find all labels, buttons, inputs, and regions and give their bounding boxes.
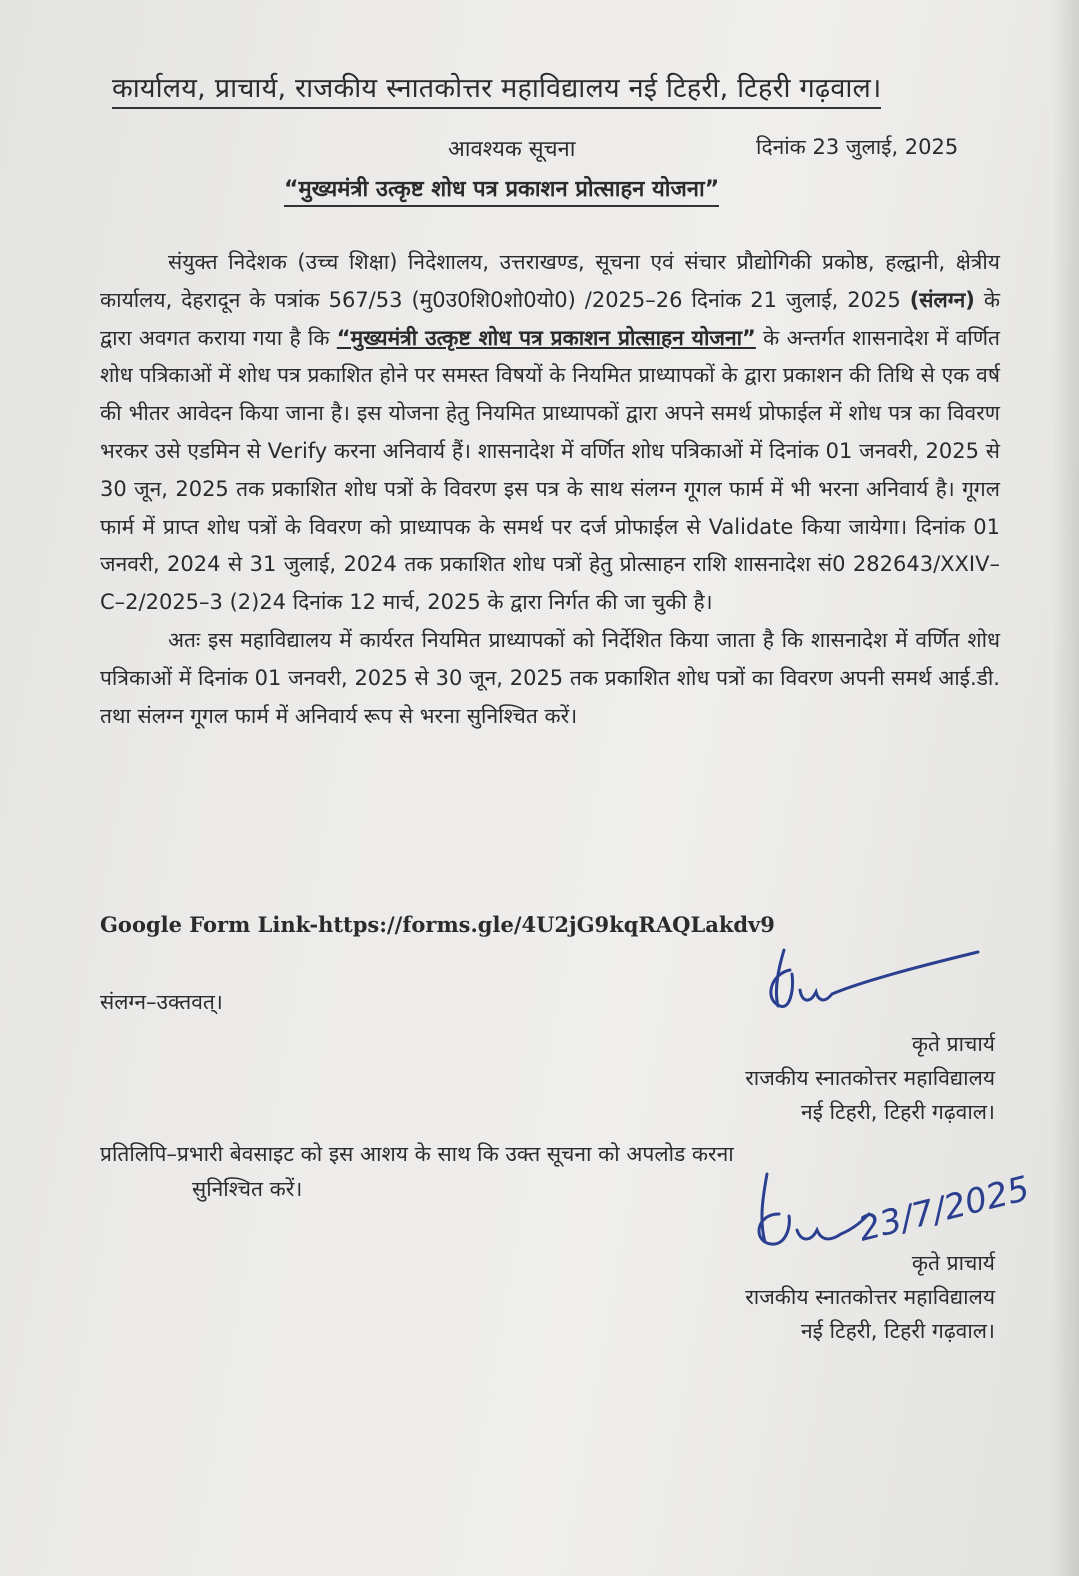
body-paragraph-1 — [100, 244, 1000, 622]
sig2-institution: राजकीय स्नातकोत्तर महाविद्यालय — [745, 1285, 995, 1309]
office-header: कार्यालय, प्राचार्य, राजकीय स्नातकोत्तर महाविद्यालय नई टिहरी, टिहरी गढ़वाल। — [112, 68, 881, 109]
notice-body — [100, 244, 1000, 735]
p1-part-a: संयुक्त निदेशक (उच्च शिक्षा) निदेशालय, उत्तराखण्ड, सूचना एवं संचार प्रौद्योगिकी प्रकोष्ठ, हल्द्वानी, क्षेत्रीय कार्यालय, देहरादून के पत्रांक 567/53 (मु0उ0शि0शो0यो0) /2025–26 दिनांक 21 जुलाई, 2025 — [100, 250, 1000, 312]
sig1-designation: कृते प्राचार्य — [911, 1032, 995, 1056]
p1-scheme-name: “मुख्यमंत्री उत्कृष्ट शोध पत्र प्रकाशन प्रोत्साहन योजना” — [336, 325, 756, 350]
sig2-place: नई टिहरी, टिहरी गढ़वाल। — [800, 1319, 995, 1343]
p1-part-b: के द्वारा अवगत कराया गया है कि — [100, 287, 1000, 350]
sig1-institution: राजकीय स्नातकोत्तर महाविद्यालय — [745, 1066, 995, 1090]
notice-date: दिनांक 23 जुलाई, 2025 — [756, 135, 959, 159]
signature-block-2 — [745, 1246, 995, 1348]
copy-to-line-1: प्रतिलिपि–प्रभारी बेवसाइट को इस आशय के साथ कि उक्त सूचना को अपलोड करना — [100, 1142, 734, 1166]
google-form-link[interactable]: Google Form Link-https://forms.gle/4U2jG9kqRAQLakdv9 — [100, 912, 775, 937]
handwritten-date: 23/7/2025 — [854, 1168, 1034, 1250]
sig1-place: नई टिहरी, टिहरी गढ़वाल। — [800, 1100, 995, 1124]
enclosure-note: संलग्न–उक्तवत्। — [100, 990, 223, 1014]
notice-title: आवश्यक सूचना — [448, 137, 576, 162]
signature-1 — [760, 930, 990, 1020]
copy-to-line-2: सुनिश्चित करें। — [192, 1177, 303, 1201]
p1-attached: (संलग्न) — [909, 287, 975, 312]
sig2-designation: कृते प्राचार्य — [911, 1251, 995, 1275]
signature-block-1 — [745, 1027, 995, 1129]
scheme-title: “मुख्यमंत्री उत्कृष्ट शोध पत्र प्रकाशन प्रोत्साहन योजना” — [284, 173, 719, 207]
body-paragraph-2: अतः इस महाविद्यालय में कार्यरत नियमित प्राध्यापकों को निर्देशित किया जाता है कि शासनादेश में वर्णित शोध पत्रिकाओं में दिनांक 01 जनवरी, 2025 से 30 जून, 2025 तक प्रकाशित शोध पत्रों का विवरण अपनी समर्थ आई.डी. तथा संलग्न गूगल फार्म में अनिवार्य रूप से भरना सुनिश्चित करें। — [100, 627, 1000, 728]
signature-2 — [745, 1150, 1075, 1260]
p1-part-c: के अन्तर्गत शासनादेश में वर्णित शोध पत्रिकाओं में शोध पत्र प्रकाशित होने पर समस्त विषयों के नियमित प्राध्यापकों के द्वारा प्रकाशन की तिथि से एक वर्ष की भीतर आवेदन किया जाना है। इस योजना हेतु नियमित प्राध्यापकों द्वारा अपने समर्थ प्रोफाईल में शोध पत्र का विवरण भरकर उसे एडमिन से Verify करना अनिवार्य हैं। शासनादेश में वर्णित शोध पत्रिकाओं में दिनांक 01 जनवरी, 2025 से 30 जून, 2025 तक प्रकाशित शोध पत्रों के विवरण इस पत्र के साथ संलग्न गूगल फार्म में भी भरना अनिवार्य है। गूगल फार्म में प्राप्त शोध पत्रों के विवरण को प्राध्यापक के समर्थ पर दर्ज प्रोफाईल से Validate किया जायेगा। दिनांक 01 जनवरी, 2024 से 31 जुलाई, 2024 तक प्रकाशित शोध पत्रों हेतु प्रोत्साहन राशि शासनादेश सं0 282643/XXIV–C–2/2025–3 (2)24 दिनांक 12 मार्च, 2025 के द्वारा निर्गत की जा चुकी है। — [100, 325, 1001, 615]
